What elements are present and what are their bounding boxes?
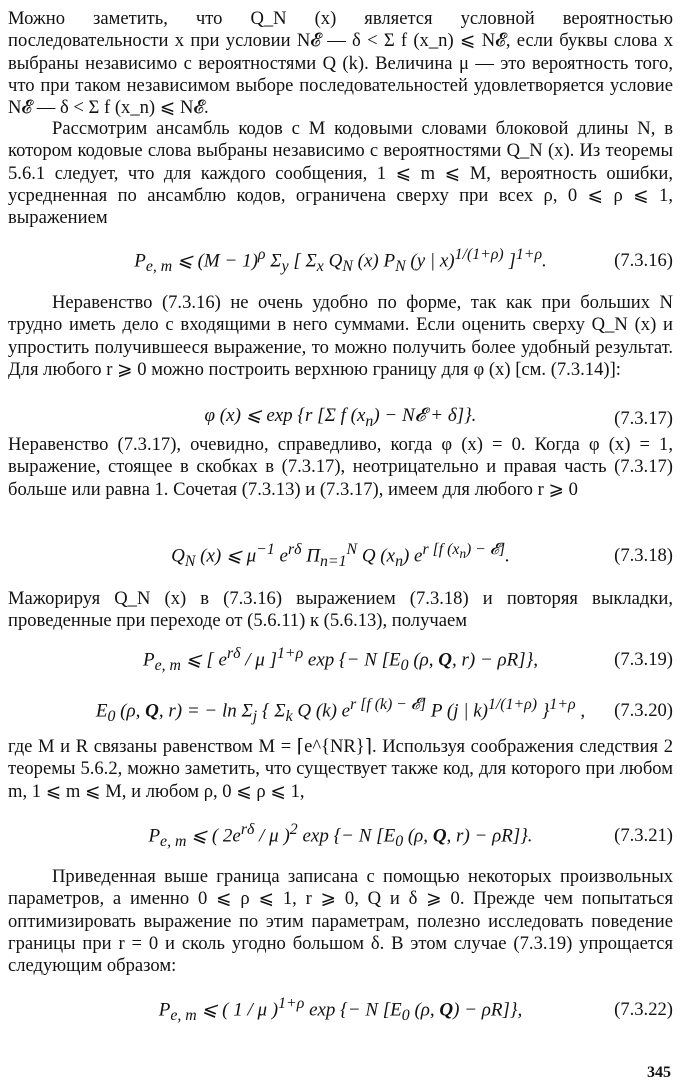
text-p7: Приведенная выше граница записана с помощью некоторых произвольных параметров, а именно 0 ⩽ ρ ⩽ 1, r ⩾ 0, Q и δ ⩾ 0. Прежде чем попытаться оптимизировать выражение по этим параметрам, полезно исследовать поведение границы при r = 0 и сколь угодно большом δ. В этом случае (7.3.19) упрощается следующим образом: [8, 866, 673, 977]
equation-19-formula: $P_{e, m}$ ⩽ [ $e^{r\delta}$ / μ ]$^{1+\rho}$ exp {− N [$E_0$ (ρ, Q, r) − ρR]}, [142, 644, 539, 674]
paragraph-1 [8, 8, 673, 118]
paragraph-7 [8, 866, 673, 986]
equation-number: (7.3.18) [614, 544, 673, 566]
text-p5: Мажорируя Q_N (x) в (7.3.16) выражением (7.3.18) и повторяя выкладки, проведенные при переходе от (5.6.11) к (5.6.13), получаем [8, 588, 673, 632]
equation-16-formula: $P_{e, m}$ ⩽ $(M - 1)^\rho$ $\Sigma_y$ [ $\Sigma_x$ $Q_N$ (x) $P_N$ (y | x)$^{1/(1+\rho)}$ ]$^{1+\rho}$. [134, 245, 547, 275]
equation-number: (7.3.21) [614, 824, 673, 846]
equation-7-3-20 [8, 686, 673, 736]
equation-number: (7.3.20) [614, 699, 673, 721]
equation-18-formula: $Q_N$ (x) ⩽ $\mu^{-1}$ $e^{r\delta}$ $\Pi_{n=1}^N$ Q $(x_n)$ $e^{r [f (x_n) - 𝓔]}$. [171, 540, 510, 570]
equation-7-3-16 [8, 230, 673, 292]
book-page [8, 8, 673, 1084]
equation-20-formula: $E_0$ (ρ, Q, r) = − $\ln \Sigma_j$ { $\Sigma_k$ Q (k) $e^{r [f (k) - 𝓔]}$ P (j | k)$^{1/(1+\rho)}$ }$^{1+\rho}$ , [95, 695, 586, 725]
text-p6: где M и R связаны равенством M = ⌈e^{NR}⌉. Используя соображения следствия 2 теоремы 5.6.2, можно заметить, что существует также код, для которого при любом m, 1 ⩽ m ⩽ M, и любом ρ, 0 ⩽ ρ ⩽ 1, [8, 736, 673, 802]
equation-number: (7.3.22) [614, 998, 673, 1020]
paragraph-3 [8, 292, 673, 404]
equation-7-3-22 [8, 986, 673, 1034]
equation-7-3-18 [8, 524, 673, 588]
paragraph-4 [8, 434, 673, 524]
equation-17-formula: φ (x) ⩽ exp {r [Σ f $(x_n)$ − N𝓔 + δ]}. [204, 404, 477, 430]
equation-number: (7.3.19) [614, 648, 673, 670]
paragraph-6 [8, 736, 673, 806]
page-number: 345 [647, 1063, 671, 1081]
text-p4: Неравенство (7.3.17), очевидно, справедливо, когда φ (x) = 0. Когда φ (x) = 1, выражение, стоящее в скобках в (7.3.17), неотрицательно и правая часть (7.3.17) больше или равна 1. Сочетая (7.3.13) и (7.3.17), имеем для любого r ⩾ 0 [8, 434, 673, 500]
paragraph-2 [8, 118, 673, 230]
text-p3: Неравенство (7.3.16) не очень удобно по форме, так как при больших N трудно иметь дело с входящими в него суммами. Если оценить сверху Q_N (x) и упростить получившееся выражение, то можно получить более удобный результат. Для любого r ⩾ 0 можно построить верхнюю границу для φ (x) [см. (7.3.14)]: [8, 292, 673, 380]
text-p2: Рассмотрим ансамбль кодов с M кодовыми словами блоковой длины N, в котором кодовые слова выбраны независимо с вероятностями Q_N (x). Из теоремы 5.6.1 следует, что для каждого сообщения, 1 ⩽ m ⩽ M, вероятность ошибки, усредненная по ансамблю кодов, ограничена сверху при всех ρ, 0 ⩽ ρ ⩽ 1, выражением [8, 118, 673, 229]
equation-number: (7.3.17) [614, 407, 673, 429]
equation-7-3-17 [8, 404, 673, 434]
equation-21-formula: $P_{e, m}$ ⩽ ( $2e^{r\delta}$ / μ )$^2$ exp {− N [$E_0$ (ρ, Q, r) − ρR]}. [148, 820, 533, 850]
equation-7-3-21 [8, 806, 673, 866]
equation-number: (7.3.16) [614, 249, 673, 271]
text-p1: Можно заметить, что Q_N (x) является условной вероятностью последовательности x при условии N𝓔 — δ < Σ f (x_n) ⩽ N𝓔, если буквы слова x выбраны независимо с вероятностями Q (k). Величина μ — это вероятность того, что при таком независимом выборе последовательностей удовлетворяется условие N𝓔 — δ < Σ f (x_n) ⩽ N𝓔. [8, 8, 673, 119]
equation-7-3-19 [8, 634, 673, 686]
paragraph-5 [8, 588, 673, 634]
equation-22-formula: $P_{e, m}$ ⩽ ( 1 / μ )$^{1+\rho}$ exp {− N [$E_0$ (ρ, Q) − ρR]}, [158, 994, 523, 1024]
